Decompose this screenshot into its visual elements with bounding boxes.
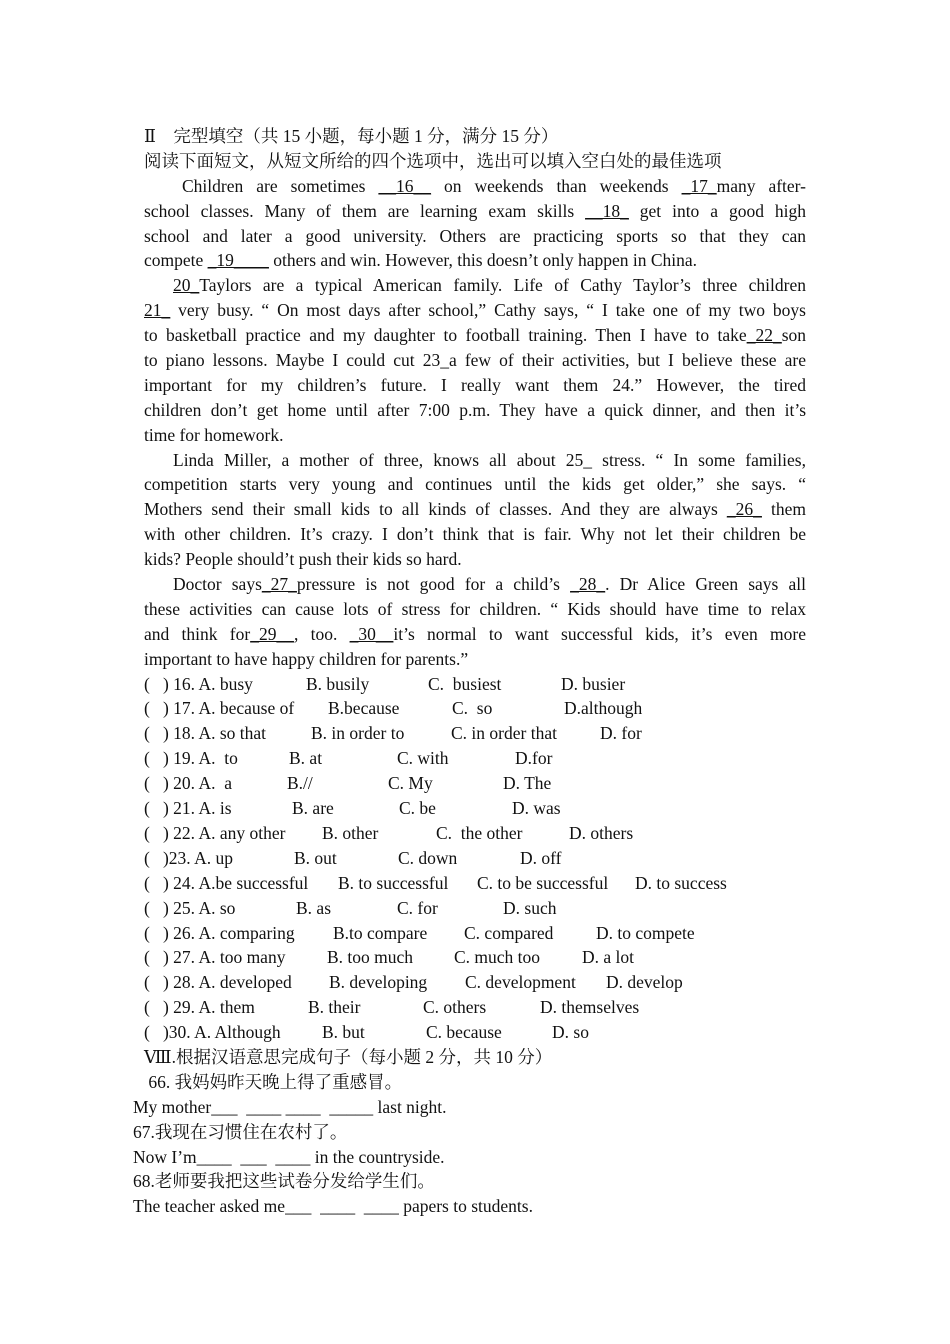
- blank-20: 20_: [173, 275, 200, 296]
- blank-19: _19____: [207, 250, 269, 271]
- passage-line: Linda Miller, a mother of three, knows all about 25_ stress. “ In some families,: [173, 449, 806, 470]
- translation-answer-66: My mother___ ____ ____ _____ last night.: [133, 1096, 447, 1117]
- cloze-heading: Ⅱ 完型填空（共 15 小题，每小题 1 分，满分 15 分）: [144, 126, 559, 146]
- blank-22: _22_: [746, 325, 782, 346]
- passage-line: Children are sometimes __16__ on weekends than weekends _17_many after-: [182, 175, 806, 196]
- passage-line: children don’t get home until after 7:00 p.m. They have a quick dinner, and then it’s: [144, 399, 806, 420]
- blank-26: _26_: [726, 499, 762, 520]
- question-20: ( ) 20. A. a B.// C. My D. The: [144, 773, 552, 794]
- passage-line: to piano lessons. Maybe I could cut 23_a few of their activities, but I believe these are: [144, 350, 806, 371]
- passage-line: competition starts very young and continues until the kids get older,” she says. “: [144, 474, 806, 495]
- question-24: ( ) 24. A.be successful B. to successful C. to be successful D. to success: [144, 872, 727, 893]
- blank-30: _30__: [349, 623, 394, 644]
- translation-prompt-67: 67.我现在习惯住在农村了。: [133, 1121, 348, 1142]
- question-list: [144, 672, 806, 1045]
- passage-line: Mothers send their small kids to all kinds of classes. And they are always _26_ them: [144, 499, 806, 520]
- translation-prompt-66: 66. 我妈妈昨天晚上得了重感冒。: [144, 1071, 403, 1092]
- passage-line: and think for_29__, too. _30__it’s normal to want successful kids, it’s even more: [144, 623, 807, 644]
- question-25: ( ) 25. A. so B. as C. for D. such: [144, 897, 557, 918]
- question-19: ( ) 19. A. to B. at C. with D.for: [144, 748, 553, 769]
- passage-line: compete _19____ others and win. However, this doesn’t only happen in China.: [144, 250, 698, 271]
- blank-21: 21_: [144, 300, 171, 321]
- passage-line: with other children. It’s crazy. I don’t think that is fair. Why not let their children be: [144, 524, 806, 545]
- passage-line: Doctor says_27_pressure is not good for a child’s _28_. Dr Alice Green says all: [173, 574, 806, 595]
- passage-line: kids? People should’t push their kids so hard.: [144, 549, 462, 570]
- blank-16: __16__: [378, 175, 431, 196]
- passage-line: time for homework.: [144, 424, 284, 445]
- question-29: ( ) 29. A. them B. their C. others D. themselves: [144, 997, 640, 1018]
- question-21: ( ) 21. A. is B. are C. be D. was: [144, 798, 561, 819]
- translation-answer-68: The teacher asked me___ ____ ____ papers to students.: [133, 1196, 533, 1217]
- question-30: ( )30. A. Although B. but C. because D. so: [144, 1022, 589, 1043]
- question-23: ( )23. A. up B. out C. down D. off: [144, 847, 562, 868]
- blank-17: _17_: [681, 175, 717, 196]
- cloze-instruction: 阅读下面短文，从短文所给的四个选项中，选出可以填入空白处的最佳选项: [144, 150, 722, 171]
- translation-prompt-68: 68.老师要我把这些试卷分发给学生们。: [133, 1171, 435, 1192]
- passage-line: school and later a good university. Others are practicing sports so that they can: [144, 225, 806, 246]
- passage-line: 20_Taylors are a typical American family. Life of Cathy Taylor’s three children: [173, 275, 806, 296]
- passage-line: these activities can cause lots of stress for children. “ Kids should have time to relax: [144, 598, 806, 619]
- cloze-passage: [144, 174, 806, 672]
- question-28: ( ) 28. A. developed B. developing C. development D. develop: [144, 972, 683, 993]
- question-18: ( ) 18. A. so that B. in order to C. in order that D. for: [144, 723, 642, 744]
- question-16: ( ) 16. A. busy B. busily C. busiest D. busier: [144, 673, 626, 694]
- passage-line: 21_ very busy. “ On most days after school,” Cathy says, “ I take one of my two boys: [144, 300, 806, 321]
- passage-line: school classes. Many of them are learning exam skills __18_ get into a good high: [144, 200, 807, 221]
- blank-18: __18_: [585, 200, 629, 221]
- translation-heading: Ⅷ.根据汉语意思完成句子（每小题 2 分，共 10 分）: [144, 1046, 553, 1067]
- blank-27: _27_: [261, 574, 297, 595]
- question-22: ( ) 22. A. any other B. other C. the other D. others: [144, 822, 634, 843]
- blank-29: _29__: [250, 623, 294, 644]
- translation-answer-67: Now I’m____ ___ ____ in the countryside.: [133, 1146, 445, 1167]
- passage-line: to basketball practice and my daughter to football training. Then I have to take_22_son: [144, 325, 806, 346]
- passage-line: important to have happy children for parents.”: [144, 648, 469, 669]
- passage-line: important for my children’s future. I really want them 24.” However, the tired: [144, 374, 806, 395]
- blank-28: _28_: [570, 574, 606, 595]
- question-26: ( ) 26. A. comparing B.to compare C. compared D. to compete: [144, 922, 695, 943]
- question-27: ( ) 27. A. too many B. too much C. much too D. a lot: [144, 947, 635, 968]
- exam-page: [133, 124, 807, 1219]
- question-17: ( ) 17. A. because of B.because C. so D.although: [144, 698, 643, 719]
